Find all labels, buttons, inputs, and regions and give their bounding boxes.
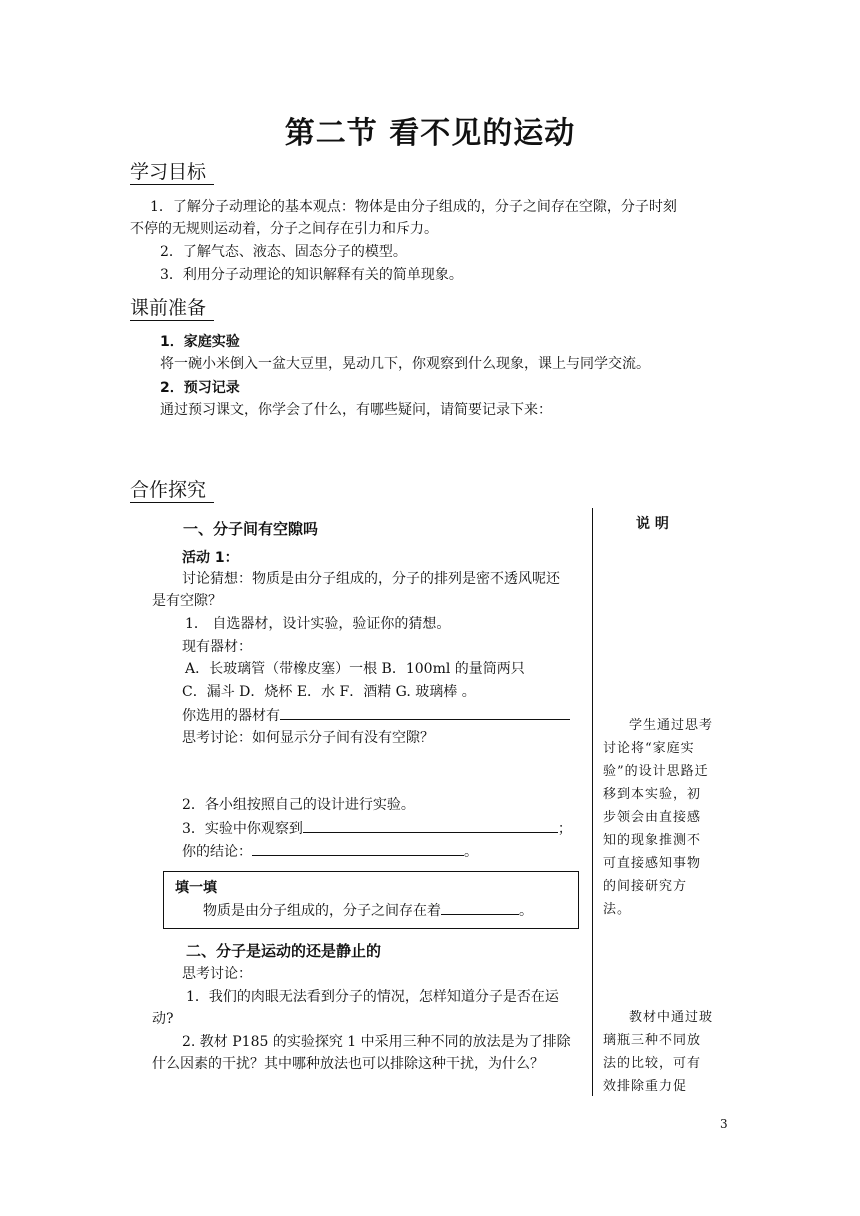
materials-label: 现有器材： — [182, 639, 252, 655]
observation-blank[interactable] — [303, 818, 558, 833]
activity-label: 活动 1： — [182, 550, 239, 566]
fill-in-end: 。 — [519, 903, 533, 919]
goal-item-3: 3．利用分子动理论的知识解释有关的简单现象。 — [160, 267, 463, 283]
step3-end: ； — [557, 821, 572, 837]
question-1b: 动? — [152, 1011, 174, 1027]
question-1a: 1．我们的肉眼无法看到分子的情况，怎样知道分子是否在运 — [186, 989, 559, 1005]
fill-in-text: 物质是由分子组成的，分子之间存在着 — [203, 903, 441, 919]
section-heading-prep: 课前准备 — [130, 296, 214, 321]
question-2a: 2. 教材 P185 的实验探究 1 中采用三种不同的放法是为了排除 — [182, 1034, 571, 1050]
materials-line-1: A．长玻璃管（带橡皮塞）一根 B．100ml 的量筒两只 — [185, 661, 525, 677]
chosen-materials-line — [182, 705, 570, 726]
think-question: 思考讨论：如何显示分子间有没有空隙？ — [182, 730, 434, 746]
discuss-line-b: 是有空隙？ — [152, 593, 222, 609]
conclusion-line — [182, 841, 478, 862]
side-note-2: 教材中通过玻璃瓶三种不同放法的比较，可有效排除重力促 — [603, 1010, 714, 1094]
prep-text-1: 将一碗小米倒入一盆大豆里，晃动几下，你观察到什么现象，课上与同学交流。 — [160, 356, 650, 372]
step3-line — [182, 818, 572, 839]
goal-item-1b: 不停的无规则运动着，分子之间存在引力和斥力。 — [130, 221, 438, 237]
prep-text-2: 通过预习课文，你学会了什么，有哪些疑问，请简要记录下来： — [160, 402, 552, 418]
conclusion-end: 。 — [464, 844, 478, 860]
section-heading-goals: 学习目标 — [130, 160, 214, 185]
conclusion-blank[interactable] — [252, 841, 464, 856]
think2-label: 思考讨论： — [182, 966, 252, 982]
page-number: 3 — [720, 1117, 728, 1131]
step1: 1． 自选器材，设计实验，验证你的猜想。 — [185, 616, 451, 632]
conclusion-label: 你的结论： — [182, 844, 252, 860]
part2-title: 二、分子是运动的还是静止的 — [186, 942, 382, 960]
materials-line-2: C．漏斗 D．烧杯 E．水 F．酒精 G. 玻璃棒 。 — [182, 684, 476, 700]
step3-label: 3．实验中你观察到 — [182, 821, 303, 837]
side-note-1: 学生通过思考讨论将“家庭实验”的设计思路迁移到本实验，初步领会由直接感知的现象推测不可直接感知事物的间接研究方法。 — [603, 718, 714, 917]
prep-sub-home-experiment: 1．家庭实验 — [160, 334, 240, 350]
step2: 2．各小组按照自己的设计进行实验。 — [182, 797, 415, 813]
fill-in-title: 填一填 — [175, 880, 217, 896]
prep-sub-preview: 2．预习记录 — [160, 380, 240, 396]
column-divider — [592, 508, 593, 1096]
chosen-materials-blank[interactable] — [280, 705, 570, 720]
part1-title: 一、分子间有空隙吗 — [183, 520, 319, 538]
note-column-header: 说 明 — [636, 516, 669, 532]
goal-item-1a: 1．了解分子动理论的基本观点：物体是由分子组成的，分子之间存在空隙，分子时刻 — [150, 199, 677, 215]
fill-in-blank[interactable] — [441, 900, 519, 915]
chosen-materials-label: 你选用的器材有 — [182, 708, 280, 724]
goal-item-2: 2．了解气态、液态、固态分子的模型。 — [160, 244, 407, 260]
fill-in-line — [203, 900, 533, 921]
question-2b: 什么因素的干扰？其中哪种放法也可以排除这种干扰，为什么？ — [152, 1056, 544, 1072]
section-heading-explore: 合作探究 — [130, 478, 214, 503]
discuss-line-a: 讨论猜想：物质是由分子组成的，分子的排列是密不透风呢还 — [182, 571, 560, 587]
page-title: 第二节 看不见的运动 — [284, 116, 576, 151]
